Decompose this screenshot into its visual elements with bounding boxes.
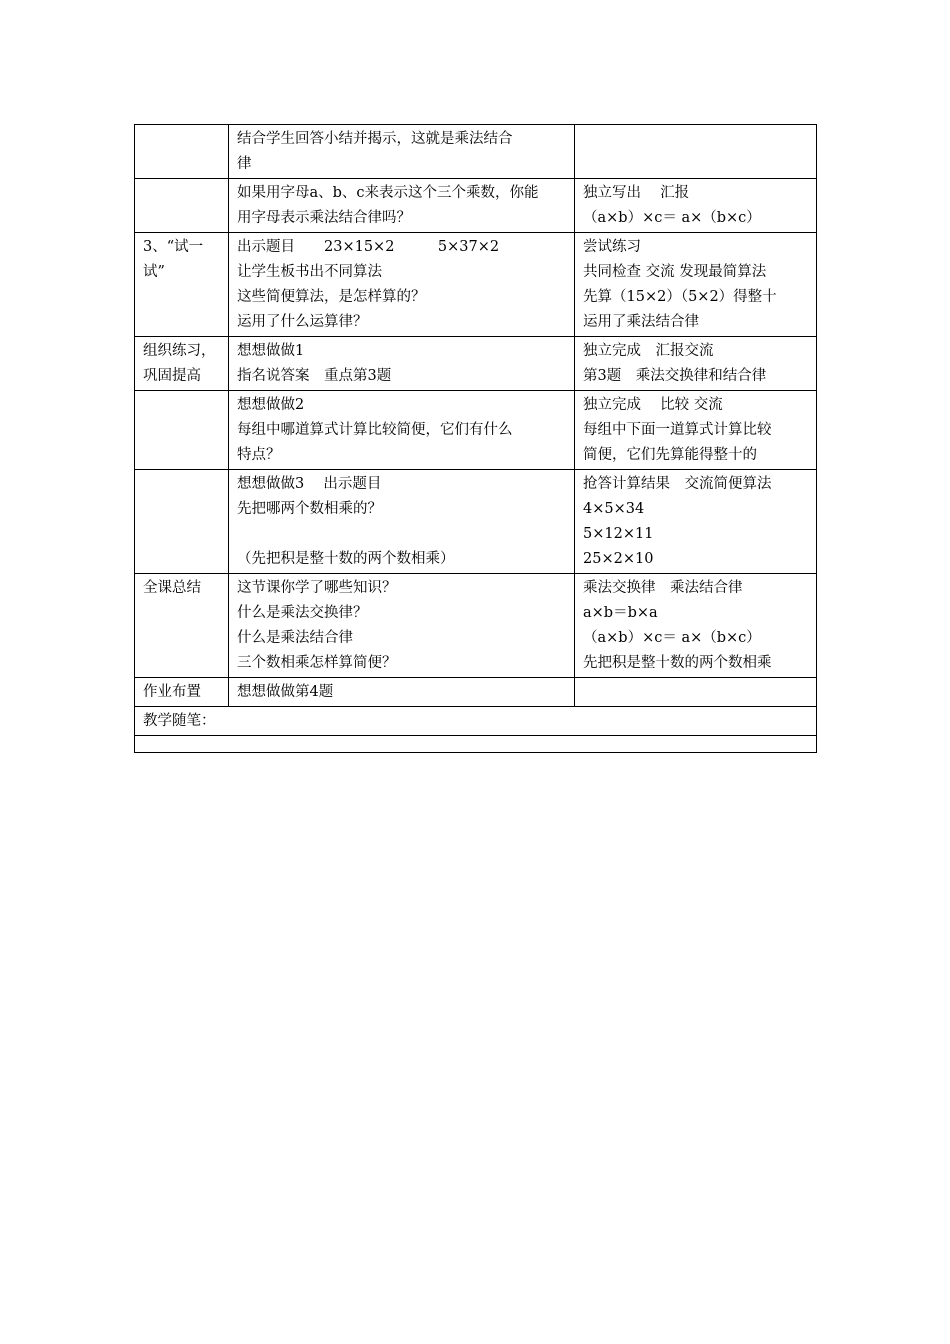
cell-line: 抢答计算结果 交流简便算法 — [583, 476, 772, 492]
cell-line: （先把积是整十数的两个数相乘） — [237, 551, 455, 567]
cell-line: 想想做做3 出示题目 — [237, 476, 382, 492]
cell-line: a×b＝b×a — [583, 605, 658, 621]
cell-line: 25×2×10 — [583, 551, 654, 567]
empty-row — [135, 736, 817, 753]
teacher-activity-cell — [229, 125, 575, 179]
table-row — [135, 574, 817, 678]
cell-line: 独立完成 比较 交流 — [583, 397, 723, 413]
student-activity-cell — [575, 179, 817, 233]
teacher-activity-cell — [229, 574, 575, 678]
teaching-notes-cell — [135, 707, 817, 736]
stage-cell — [135, 233, 229, 337]
cell-line: 第3题 乘法交换律和结合律 — [583, 368, 767, 384]
table-row — [135, 179, 817, 233]
cell-line: 先算（15×2）（5×2）得整十 — [583, 289, 777, 305]
student-activity-cell — [575, 391, 817, 470]
cell-line: 律 — [237, 156, 252, 172]
cell-line: 尝试练习 — [583, 239, 641, 255]
stage-cell — [135, 125, 229, 179]
table-row — [135, 391, 817, 470]
cell-line: （a×b）×c＝ a×（b×c） — [583, 210, 761, 226]
lesson-plan-table — [134, 124, 817, 753]
cell-line: 特点？ — [237, 447, 281, 463]
lesson-plan-body — [135, 125, 817, 753]
empty-cell — [135, 736, 817, 753]
teacher-activity-cell — [229, 179, 575, 233]
cell-line: 运用了什么运算律？ — [237, 314, 368, 330]
teacher-activity-cell — [229, 470, 575, 574]
cell-line: 什么是乘法结合律 — [237, 630, 353, 646]
cell-line: 组织练习， — [143, 343, 216, 359]
teacher-activity-cell — [229, 337, 575, 391]
cell-line: 结合学生回答小结并揭示，这就是乘法结合 — [237, 131, 513, 147]
cell-line: （a×b）×c＝ a×（b×c） — [583, 630, 761, 646]
table-row — [135, 470, 817, 574]
cell-line: 全课总结 — [143, 580, 201, 596]
teaching-notes-label: 教学随笔： — [143, 713, 216, 729]
student-activity-cell — [575, 574, 817, 678]
table-row — [135, 233, 817, 337]
cell-line: 独立完成 汇报交流 — [583, 343, 714, 359]
stage-cell — [135, 391, 229, 470]
cell-line: 想想做做1 — [237, 343, 305, 359]
cell-line — [237, 522, 566, 547]
cell-line: 如果用字母a、b、c来表示这个三个乘数，你能 — [237, 185, 539, 201]
cell-line: 共同检查 交流 发现最简算法 — [583, 264, 767, 280]
cell-line: 5×12×11 — [583, 526, 654, 542]
stage-cell — [135, 337, 229, 391]
stage-cell — [135, 470, 229, 574]
cell-line: 运用了乘法结合律 — [583, 314, 699, 330]
cell-line: 试” — [143, 264, 165, 280]
notes-row — [135, 707, 817, 736]
table-row — [135, 337, 817, 391]
stage-cell — [135, 179, 229, 233]
cell-line: 这节课你学了哪些知识？ — [237, 580, 397, 596]
cell-line: 作业布置 — [143, 684, 201, 700]
cell-line: 3、“试一 — [143, 239, 204, 255]
cell-line: 用字母表示乘法结合律吗？ — [237, 210, 411, 226]
cell-line: 先把积是整十数的两个数相乘 — [583, 655, 772, 671]
cell-line: 乘法交换律 乘法结合律 — [583, 580, 743, 596]
student-activity-cell — [575, 470, 817, 574]
cell-line: 先把哪两个数相乘的？ — [237, 501, 382, 517]
cell-line: 每组中下面一道算式计算比较 — [583, 422, 772, 438]
cell-line: 出示题目 23×15×2 5×37×2 — [237, 239, 500, 255]
cell-line: 想想做做2 — [237, 397, 305, 413]
teacher-activity-cell — [229, 391, 575, 470]
cell-line: 4×5×34 — [583, 501, 645, 517]
cell-line: 三个数相乘怎样算简便？ — [237, 655, 397, 671]
student-activity-cell — [575, 233, 817, 337]
teacher-activity-cell — [229, 233, 575, 337]
student-activity-cell — [575, 125, 817, 179]
cell-line: 想想做做第4题 — [237, 684, 334, 700]
cell-line: 这些简便算法，是怎样算的？ — [237, 289, 426, 305]
table-row — [135, 678, 817, 707]
cell-line: 每组中哪道算式计算比较简便，它们有什么 — [237, 422, 513, 438]
table-row — [135, 125, 817, 179]
student-activity-cell — [575, 678, 817, 707]
cell-line: 独立写出 汇报 — [583, 185, 690, 201]
cell-line: 让学生板书出不同算法 — [237, 264, 382, 280]
stage-cell — [135, 678, 229, 707]
teacher-activity-cell — [229, 678, 575, 707]
cell-line: 巩固提高 — [143, 368, 201, 384]
cell-line: 什么是乘法交换律？ — [237, 605, 368, 621]
stage-cell — [135, 574, 229, 678]
cell-line: 简便，它们先算能得整十的 — [583, 447, 757, 463]
cell-line: 指名说答案 重点第3题 — [237, 368, 392, 384]
student-activity-cell — [575, 337, 817, 391]
